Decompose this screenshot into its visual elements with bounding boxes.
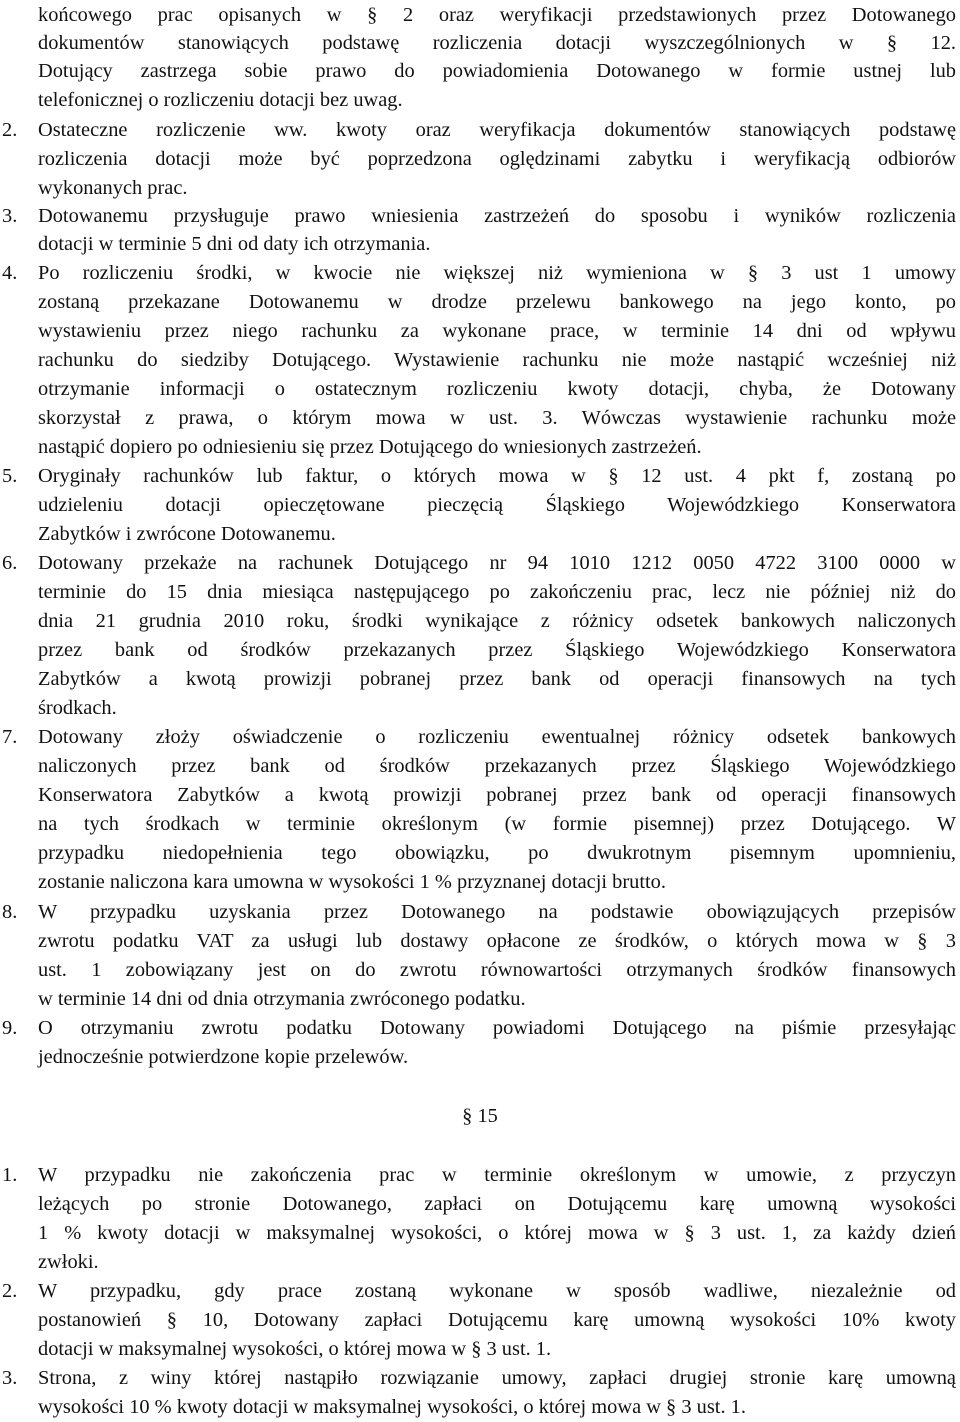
item-number: 4. (2, 262, 18, 284)
text-line: 1 % kwoty dotacji w maksymalnej wysokości, o której mowa w § 3 ust. 1, za każdy dzień (38, 1222, 956, 1244)
text-line: wykonanych prac. (38, 177, 188, 199)
text-line: przez bank od środków przekazanych przez Śląskiego Wojewódzkiego Konserwatora (38, 639, 956, 661)
item-number: 2. (2, 1280, 18, 1302)
text-line: dotacji w maksymalnej wysokości, o której mowa w § 3 ust. 1. (38, 1338, 552, 1360)
text-line: terminie do 15 dnia miesiąca następującego po zakończeniu prac, lecz nie później niż do (38, 581, 956, 603)
item-number: 6. (2, 552, 18, 574)
text-line: leżących po stronie Dotowanego, zapłaci on Dotującemu karę umowną wysokości (38, 1193, 956, 1215)
text-line: Zabytków a kwotą prowizji pobranej przez bank od operacji finansowych na tych (38, 668, 956, 690)
text-line: otrzymanie informacji o ostatecznym rozliczeniu kwoty dotacji, chyba, że Dotowany (38, 378, 956, 400)
text-line: ust. 1 zobowiązany jest on do zwrotu równowartości otrzymanych środków finansowych (38, 959, 956, 981)
item-number: 5. (2, 465, 18, 487)
text-line: na tych środkach w terminie określonym (w formie pisemnej) przez Dotującego. W (38, 813, 956, 835)
text-line: Dotujący zastrzega sobie prawo do powiadomienia Dotowanego w formie ustnej lub (38, 60, 956, 82)
text-line: dokumentów stanowiących podstawę rozliczenia dotacji wyszczególnionych w § 12. (38, 32, 956, 54)
text-line: wysokości 10 % kwoty dotacji w maksymalnej wysokości, o której mowa w § 3 ust. 1. (38, 1396, 746, 1418)
item-number: 7. (2, 726, 18, 748)
item-number: 8. (2, 901, 18, 923)
text-line: udzieleniu dotacji opieczętowane pieczęcią Śląskiego Wojewódzkiego Konserwatora (38, 494, 956, 516)
text-line: dnia 21 grudnia 2010 roku, środki wynikające z różnicy odsetek bankowych naliczonych (38, 610, 956, 632)
text-line: postanowień § 10, Dotowany zapłaci Dotującemu karę umowną wysokości 10% kwoty (38, 1309, 956, 1331)
item-number: 1. (2, 1164, 18, 1186)
text-line: nastąpić dopiero po odniesieniu się przez Dotującego do wniesionych zastrzeżeń. (38, 436, 702, 458)
text-line: wystawieniu przez niego rachunku za wykonane prace, w terminie 14 dni od wpływu (38, 320, 956, 342)
text-line: Dotowany złoży oświadczenie o rozliczeniu ewentualnej różnicy odsetek bankowych (38, 726, 956, 748)
text-line: zwłoki. (38, 1251, 99, 1273)
text-line: przypadku niedopełnienia tego obowiązku, po dwukrotnym pisemnym upomnieniu, (38, 842, 956, 864)
item-number: 3. (2, 1367, 18, 1389)
text-line: W przypadku uzyskania przez Dotowanego na podstawie obowiązujących przepisów (38, 901, 956, 923)
text-line: rozliczenia dotacji może być poprzedzona oględzinami zabytku i weryfikacją odbiorów (38, 148, 956, 170)
item-number: 3. (2, 205, 18, 227)
text-line: końcowego prac opisanych w § 2 oraz weryfikacji przedstawionych przez Dotowanego (38, 4, 956, 26)
text-line: w terminie 14 dni od dnia otrzymania zwróconego podatku. (38, 988, 526, 1010)
text-line: zostaną przekazane Dotowanemu w drodze przelewu bankowego na jego konto, po (38, 291, 956, 313)
text-line: jednocześnie potwierdzone kopie przelewów. (38, 1046, 409, 1068)
text-line: Ostateczne rozliczenie ww. kwoty oraz weryfikacja dokumentów stanowiących podstawę (38, 119, 956, 141)
text-line: W przypadku nie zakończenia prac w terminie określonym w umowie, z przyczyn (38, 1164, 956, 1186)
text-line: Oryginały rachunków lub faktur, o których mowa w § 12 ust. 4 pkt f, zostaną po (38, 465, 956, 487)
text-line: Strona, z winy której nastąpiło rozwiązanie umowy, zapłaci drugiej stronie karę umowną (38, 1367, 956, 1389)
text-line: Po rozliczeniu środki, w kwocie nie większej niż wymieniona w § 3 ust 1 umowy (38, 262, 956, 284)
text-line: zostanie naliczona kara umowna w wysokości 1 % przyznanej dotacji brutto. (38, 871, 666, 893)
item-number: 2. (2, 119, 18, 141)
text-line: Konserwatora Zabytków a kwotą prowizji pobranej przez bank od operacji finansowych (38, 784, 956, 806)
text-line: Dotowany przekaże na rachunek Dotującego nr 94 1010 1212 0050 4722 3100 0000 w (38, 552, 956, 574)
text-line: zwrotu podatku VAT za usługi lub dostawy opłacone ze środków, o których mowa w § 3 (38, 930, 956, 952)
text-line: W przypadku, gdy prace zostaną wykonane w sposób wadliwe, niezależnie od (38, 1280, 956, 1302)
section-heading: § 15 (462, 1105, 498, 1127)
text-line: Zabytków i zwrócone Dotowanemu. (38, 523, 336, 545)
text-line: Dotowanemu przysługuje prawo wniesienia zastrzeżeń do sposobu i wyników rozliczenia (38, 205, 956, 227)
text-line: telefonicznej o rozliczeniu dotacji bez uwag. (38, 89, 403, 111)
text-line: dotacji w terminie 5 dni od daty ich otrzymania. (38, 233, 431, 255)
item-number: 9. (2, 1017, 18, 1039)
text-line: O otrzymaniu zwrotu podatku Dotowany powiadomi Dotującego na piśmie przesyłając (38, 1017, 956, 1039)
text-line: naliczonych przez bank od środków przekazanych przez Śląskiego Wojewódzkiego (38, 755, 956, 777)
text-line: środkach. (38, 697, 117, 719)
text-line: rachunku do siedziby Dotującego. Wystawienie rachunku nie może nastąpić wcześniej niż (38, 349, 956, 371)
text-line: skorzystał z prawa, o którym mowa w ust. 3. Wówczas wystawienie rachunku może (38, 407, 956, 429)
